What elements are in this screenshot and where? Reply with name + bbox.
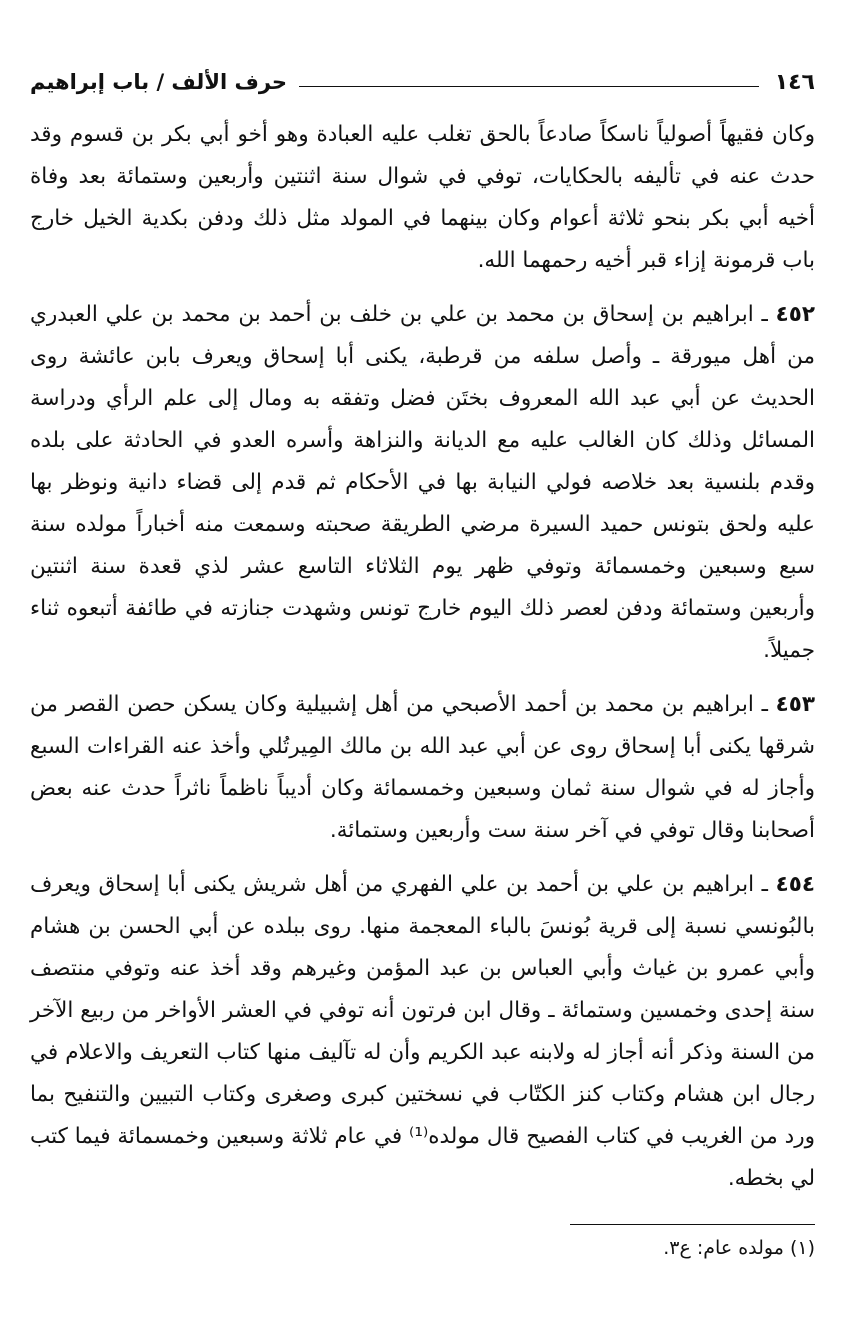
header-rule	[299, 86, 759, 87]
footnote-rule	[570, 1224, 815, 1225]
paragraph-text: وكان فقيهاً أصولياً ناسكاً صادعاً بالحق تغلب عليه العبادة وهو أخو أبي بكر بن قسوم وقد حدث عنه في تأليفه بالحكايات، توفي في شوال سنة اثنتين وأربعين وستمائة بعد وفاة أخيه أبي بكر بنحو ثلاثة أعوام وكان بينهما في المولد مثل ذلك ودفن بكدية الخيل خارج باب قرمونة إزاء قبر أخيه رحمهما الله.	[30, 122, 815, 273]
footnote: (١) مولده عام: ع٣.	[663, 1237, 815, 1259]
paragraph-text: ـ ابراهيم بن علي بن أحمد بن علي الفهري من أهل شريش يكنى أبا إسحاق ويعرف بالبُونسي نسبة إلى قرية بُونسَ بالباء المعجمة منها. روى ببلده عن أبي الحسن بن هشام وأبي عمرو بن غياث وأبي العباس بن عبد المؤمن وغيرهم وقد أخذ عنه وتوفي منتصف سنة إحدى وخمسين وستمائة ـ وقال ابن فرتون أنه توفي في العشر الأواخر من ربيع الآخر من السنة وذكر أنه أجاز له ولابنه عبد الكريم وأن له تآليف منها كتاب التعريف والاعلام في رجال ابن هشام وكتاب كنز الكتّاب في نسختين كبرى وصغرى وكتاب التبيين والتنفيح بما ورد من الغريب في كتاب الفصيح قال مولده⁽¹⁾ في عام ثلاثة وسبعين وخمسمائة فيما كتب لي بخطه.	[30, 872, 815, 1191]
entry-453	[30, 684, 815, 852]
entry-number: ٤٥٣	[775, 692, 816, 717]
page-number: ١٤٦	[774, 69, 815, 95]
page-header	[30, 60, 815, 104]
paragraph-text: ـ ابراهيم بن إسحاق بن محمد بن علي بن خلف بن أحمد بن محمد بن علي العبدري من أهل ميورقة ـ وأصل سلفه من قرطبة، يكنى أبا إسحاق ويعرف بابن عائشة روى الحديث عن أبي عبد الله المعروف بختَن فضل وتفقه به ومال إلى علم الرأي ودراسة المسائل وذلك كان الغالب عليه مع الديانة والنزاهة وأسره العدو في الحادثة على بلده وقدم بلنسية بعد خلاصه فولي النيابة بها في الأحكام ثم قدم إلى قضاء دانية ونوظر بها عليه ولحق بتونس حميد السيرة مرضي الطريقة صحبته وسمعت منه أخباراً مولده سنة سبع وسبعين وخمسمائة وتوفي ظهر يوم الثلاثاء التاسع عشر لذي قعدة سنة اثنتين وأربعين وستمائة ودفن لعصر ذلك اليوم خارج تونس وشهدت جنازته في طائفة أتبعوه ثناء جميلاً.	[30, 302, 815, 663]
page-body	[30, 114, 815, 1200]
entry-454	[30, 864, 815, 1200]
entry-number: ٤٥٢	[775, 302, 815, 327]
paragraph-text: ـ ابراهيم بن محمد بن أحمد الأصبحي من أهل إشبيلية وكان يسكن حصن القصر من شرقها يكنى أبا إسحاق روى عن أبي عبد الله بن مالك المِيرتُلي وأخذ عنه القراءات السبع وأجاز له في شوال سنة ثمان وسبعين وخمسمائة وكان أديباً ناظماً ناثراً حدث عنه بعض أصحابنا وقال توفي في آخر سنة ست وأربعين وستمائة.	[30, 692, 815, 843]
paragraph-continuation	[30, 114, 815, 282]
entry-number: ٤٥٤	[775, 872, 815, 897]
running-title: حرف الألف / باب إبراهيم	[30, 70, 288, 94]
entry-452	[30, 294, 815, 672]
